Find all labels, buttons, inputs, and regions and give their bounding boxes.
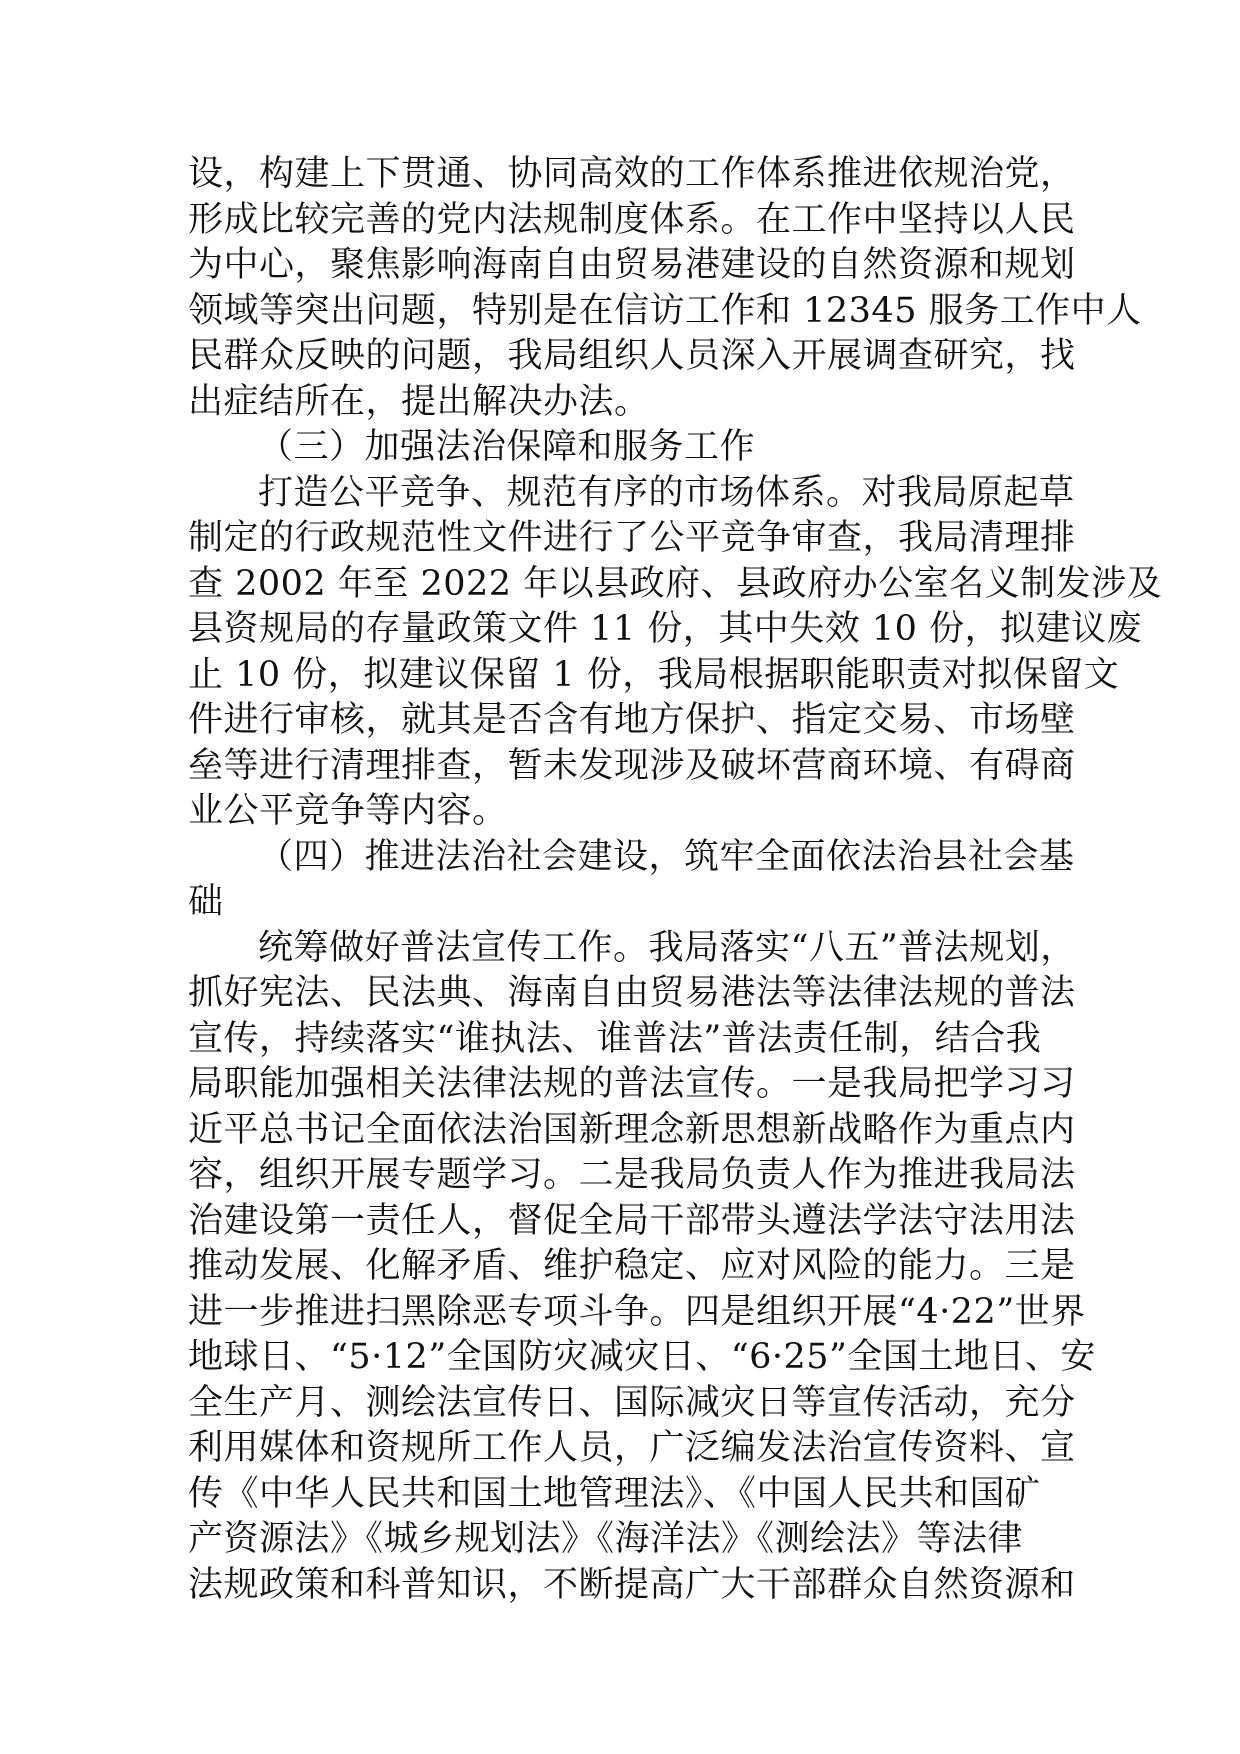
text-line: 制定的行政规范性文件进行了公平竞争审查，我局清理排 xyxy=(188,518,1076,558)
heading-line: （四）推进法治社会建设，筑牢全面依法治县社会基 xyxy=(258,836,1075,877)
heading-line: （三）加强法治保障和服务工作 xyxy=(258,427,756,467)
text-line: 法规政策和科普知识，不断提高广大干部群众自然资源和 xyxy=(188,1564,1076,1605)
text-line: 局职能加强相关法律法规的普法宣传。一是我局把学习习 xyxy=(188,1064,1076,1104)
text-line: 治建设第一责任人，督促全局干部带头遵法学法守法用法 xyxy=(188,1200,1076,1241)
section-heading xyxy=(188,425,1048,471)
text-line: 领域等突出问题，特别是在信访工作和 12345 服务工作中人 xyxy=(188,290,1142,331)
text-line: 为中心，聚焦影响海南自由贸易港建设的自然资源和规划 xyxy=(188,245,1076,285)
text-line: 查 2002 年至 2022 年以县政府、县政府办公室名义制发涉及 xyxy=(188,563,1163,604)
section-heading xyxy=(188,835,1075,926)
text-line: 地球日、“5·12”全国防灾减灾日、“6·25”全国土地日、安 xyxy=(188,1337,1096,1377)
text-line: 件进行审核，就其是否含有地方保护、指定交易、市场壁 xyxy=(188,700,1076,740)
paragraph xyxy=(188,471,1163,835)
text-line: 垒等进行清理排查，暂未发现涉及破坏营商环境、有碍商 xyxy=(188,745,1076,786)
text-line: 设，构建上下贯通、协同高效的工作体系推进依规治党， xyxy=(188,154,1076,194)
text-line: 出症结所在，提出解决办法。 xyxy=(188,381,650,422)
text-line: 统筹做好普法宣传工作。我局落实“八五”普法规划， xyxy=(258,927,1076,968)
text-line: 宣传，持续落实“谁执法、谁普法”普法责任制，结合我 xyxy=(188,1018,1042,1059)
text-line: 传《中华人民共和国土地管理法》、《中国人民共和国矿 xyxy=(188,1473,1041,1514)
text-line: 推动发展、化解矛盾、维护稳定、应对风险的能力。三是 xyxy=(188,1246,1076,1286)
text-line: 抓好宪法、民法典、海南自由贸易港法等法律法规的普法 xyxy=(188,973,1076,1013)
text-line: 全生产月、测绘法宣传日、国际减灾日等宣传活动，充分 xyxy=(188,1382,1076,1423)
text-line: 县资规局的存量政策文件 11 份，其中失效 10 份，拟建议废 xyxy=(188,609,1143,649)
text-line: 民群众反映的问题，我局组织人员深入开展调查研究，找 xyxy=(188,336,1076,376)
paragraph xyxy=(188,926,1096,1609)
text-line: 进一步推进扫黑除恶专项斗争。四是组织开展“4·22”世界 xyxy=(188,1291,1086,1332)
text-line: 止 10 份，拟建议保留 1 份，我局根据职能职责对拟保留文 xyxy=(188,654,1120,695)
text-line: 业公平竞争等内容。 xyxy=(188,791,508,831)
text-line: 打造公平竞争、规范有序的市场体系。对我局原起草 xyxy=(258,472,1075,513)
text-line: 形成比较完善的党内法规制度体系。在工作中坚持以人民 xyxy=(188,199,1076,240)
text-line: 利用媒体和资规所工作人员，广泛编发法治宣传资料、宣 xyxy=(188,1428,1076,1468)
heading-line: 础 xyxy=(188,882,224,922)
paragraph xyxy=(188,152,1142,425)
text-line: 近平总书记全面依法治国新理念新思想新战略作为重点内 xyxy=(188,1109,1076,1150)
text-line: 产资源法》《城乡规划法》《海洋法》《测绘法》等法律 xyxy=(188,1519,1024,1559)
text-line: 容，组织开展专题学习。二是我局负责人作为推进我局法 xyxy=(188,1155,1076,1195)
document-body xyxy=(188,152,1163,1608)
